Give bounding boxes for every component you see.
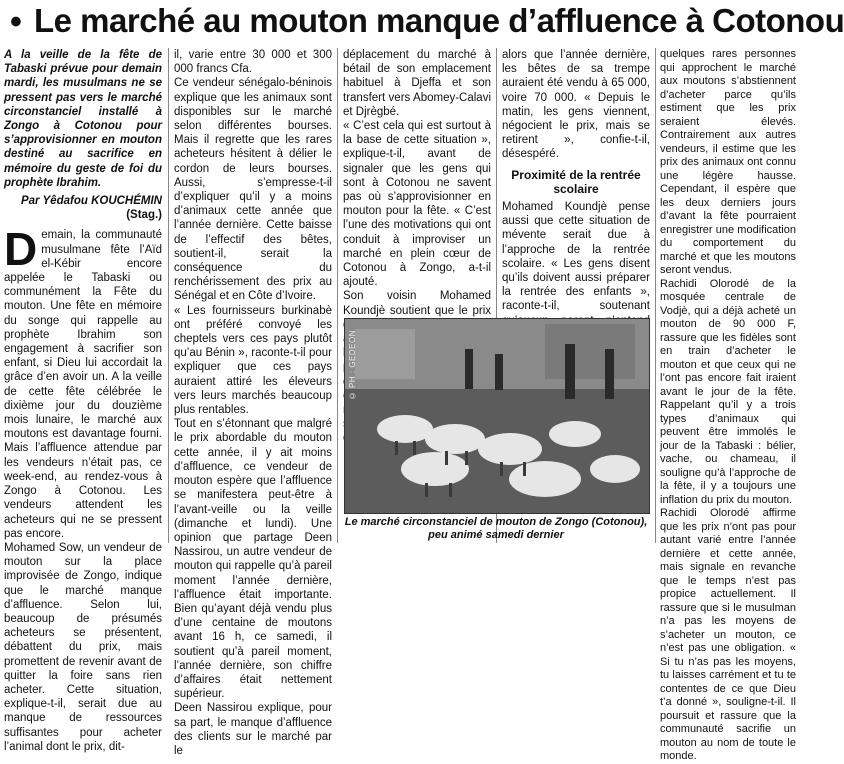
column-1	[4, 48, 162, 753]
body-text: Mohamed Sow, un vendeur de mouton sur la place improvisée de Zongo, indique que le marché manque d’affluence. Selon lui, beaucoup de présumés acheteurs se présentent, débattent du prix, mais promettent de revenir avant de quitter la foire sans rien acheter. Cette situation, explique-t-il, serait due au manque de ressources suffisantes pour acheter l’animal dont le prix, dit-	[4, 541, 162, 753]
column-rule	[337, 48, 338, 543]
byline: Par Yêdafou KOUCHÉMIN	[20, 195, 162, 208]
headline	[0, 0, 844, 44]
sheep-market-illustration	[345, 319, 649, 513]
column-5	[660, 48, 796, 762]
column-2	[174, 48, 332, 757]
column-rule	[655, 48, 656, 543]
column-rule	[168, 48, 169, 543]
lede-paragraph: A la veille de la fête de Tabaski prévue pour demain mardi, les musulmans ne se pressent pas vers le marché circonstanciel installé à Zongo à Cotonou pour s’approvisionner en mouton destiné au sacrifice en mémoire du geste de foi du prophète Ibrahim.	[4, 49, 162, 189]
body-text: quelques rares personnes qui approchent le marché aux moutons s’abstiennent d’acheter parce qu’ils estiment que les prix seraient élevés. Contrairement aux autres vendeurs, il estime que les prix des animaux ont connu une légère hausse. Cependant, il espère que les deux derniers jours d’avant la fête pourraient enregistrer une modification du comportement du marché et que les moutons seront vendus. Rachidi Olorodé de la mosquée centrale de Vodjè, qui a déjà acheté un mouton de 90 000 F, rassure que les fidèles sont en train d’acheter le mouton et que ceux qui ne l’ont pas encore fait iraient avant le jour de la fête. Rappelant qu’il y a trois types d’animaux qui peuvent être immolés le jour de la Tabaski : bélier, vache, ou chameau, il souligne qu’à l’approche de la fête, il y a toujours une inflation du prix du mouton. Rachidi Olorodé affirme que les prix n’ont pas pour autant varié entre l’année dernière et cette année, mais signale en revanche que le temps n’est pas propice actuellement. Il rassure que si le musulman n’a pas les moyens de s’acheter un mouton, ce n’est pas une obligation. « Si tu n’as pas les moyens, tu laisses carrément et tu te contentes de ce que Dieu t’a donné », souligne-t-il. Il poursuit et rassure que la communauté sacrifie un mouton au nom de toute le monde.	[660, 48, 796, 762]
photo-caption: Le marché circonstanciel de mouton de Zongo (Cotonou), peu animé samedi dernier	[344, 516, 648, 541]
headline-title: Le marché au mouton manque d’affluence à Cotonou	[34, 2, 844, 39]
subheading: Proximité de la rentrée scolaire	[511, 167, 641, 196]
column-3	[343, 48, 491, 317]
drop-cap: D	[4, 223, 38, 276]
photo-credit: © PH : GEDEON	[348, 330, 357, 401]
byline-stag: (Stag.)	[126, 209, 162, 222]
body-text: il, varie entre 30 000 et 300 000 francs Cfa. Ce vendeur sénégalo-béninois explique que les animaux sont disponibles sur le marché selon différentes bourses. Mais il regrette que les rares acheteurs hésitent à délier le cordon de leurs bourses. Aussi, s’empresse-t-il d’expliquer qu’il y a moins d’animaux cette année que l’année dernière. Cette baisse de l’effectif des bêtes, soutient-il, serait la conséquence du renchérissement des prix au Sénégal et en Côte d’Ivoire. « Les fournisseurs burkinabè ont préféré convoyé les cheptels vers ces pays plutôt qu’au Bénin », raconte-t-il pour expliquer que ces pays auraient attiré les éleveurs vers leurs marchés beaucoup plus rentables. Tout en s’étonnant que malgré le prix abordable du mouton cette année, il y ait moins d’affluence, ce vendeur de mouton espère que l’affluence se manifestera peut-être à l’avant-veille ou la veille (dimanche et lundi). Une opinion que partage Deen Nassirou, un autre vendeur de mouton qui rappelle qu’à pareil moment l’année dernière, l’affluence était importante. Bien qu’ayant déjà vendu plus d’une centaine de moutons avant 16 h, ce samedi, il soutient qu’à pareil moment, l’année dernière, son chiffre d’affaires était nettement supérieur. Deen Nassirou explique, pour sa part, le manque d’affluence des clients sur le marché par le	[174, 49, 332, 757]
body-text: emain, la communauté musulmane fête l’Aïd el-Kébir encore appelée le Tabaski ou communément la Fête du mouton. Une fête en mémoire du songe qui rappelle au prophète Ibrahim son engagement à sacrifier son enfant, si Dieu lui accordait la grâce d’en avoir un. A la veille de cette fête célébrée le dixième jour du douzième mois lunaire, le marché aux moutons est davantage fourni. Mais l’affluence attendue par les vendeurs n’était pas, ce week-end, au rendez-vous à Zongo à Cotonou. Les vendeurs attendent les acheteurs qui ne se pressent pas encore.	[4, 229, 162, 540]
column-4	[502, 48, 650, 313]
market-photo	[344, 318, 650, 514]
headline-bullet: •	[10, 3, 22, 41]
body-text: déplacement du marché à bétail de son emplacement habituel à Djeffa et son transfert vers Abomey-Calavi et Djrègbé. « C’est cela qui est surtout à la base de cette situation », explique-t-il, avant de signaler que les gens qui sont à Cotonou ne savent pas où s’approvisionner en mouton pour la fête. « C’est l’une des motivations qui ont conduit à improviser un marché en plein cœur de Cotonou à Zongo, a-t-il ajouté. Son voisin Mohamed Koundjè soutient que le prix	[343, 49, 491, 317]
body-text: alors que l’année dernière, les bêtes de sa trempe auraient été vendu à 65 000, voire 70 000. « Depuis le matin, les gens viennent, négocient le prix, mais se retirent », confie-t-il, désespéré.	[502, 49, 650, 161]
body-text: Mohamed Koundjè pense aussi que cette situation de mévente serait due à l’approche de la rentrée scolaire. « Les gens disent qu’ils doivent aussi préparer la rentrée des enfants », raconte-t-il, soutenant	[502, 201, 650, 313]
